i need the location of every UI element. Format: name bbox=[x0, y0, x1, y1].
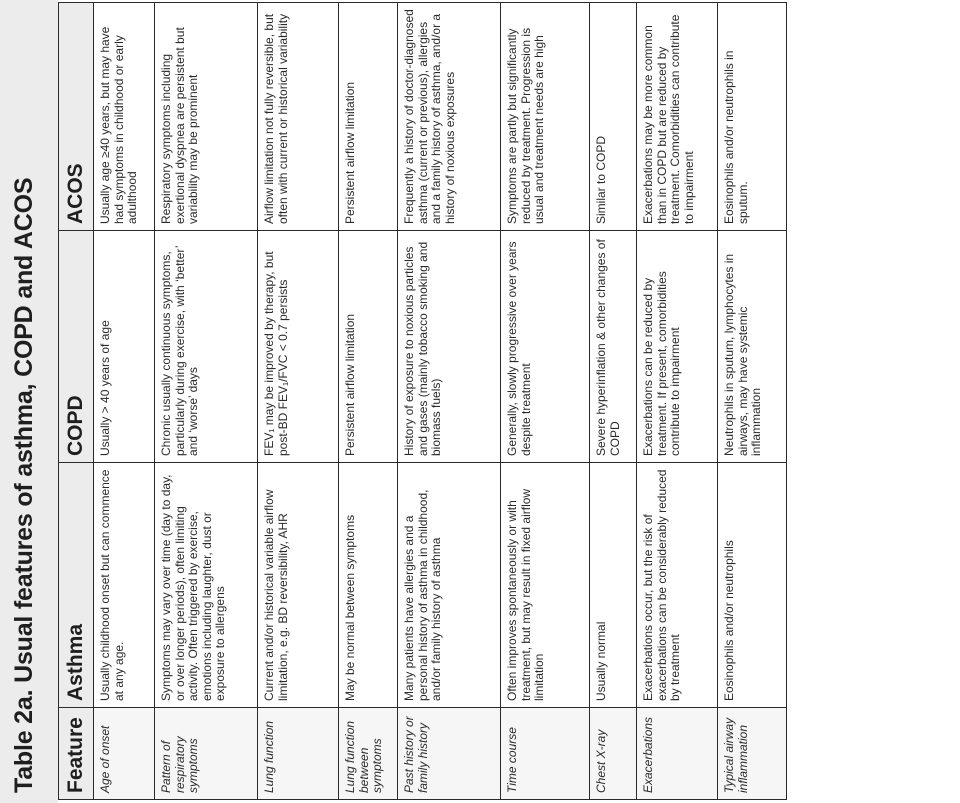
header-feature: Feature bbox=[59, 708, 94, 800]
asthma-cell: Exacerbations occur, but the risk of exacerbations can be considerably reduced by treatment bbox=[637, 463, 718, 708]
copd-cell: FEV₁ may be improved by therapy, but post-BD FEV₁/FVC < 0.7 persists bbox=[258, 231, 339, 463]
table-row bbox=[155, 3, 258, 800]
copd-cell: Severe hyperinflation & other changes of COPD bbox=[590, 231, 637, 463]
table-title: Table 2a. Usual features of asthma, COPD and ACOS bbox=[10, 177, 38, 793]
table-row bbox=[398, 3, 501, 800]
copd-cell: Generally, slowly progressive over years despite treatment bbox=[501, 231, 590, 463]
feature-cell: Age of onset bbox=[94, 708, 155, 800]
acos-cell: Similar to COPD bbox=[590, 3, 637, 231]
table-row bbox=[590, 3, 637, 800]
header-copd: COPD bbox=[59, 231, 94, 463]
asthma-cell: Eosinophils and/or neutrophils bbox=[718, 463, 787, 708]
copd-cell: History of exposure to noxious particles and gases (mainly tobacco smoking and biomass fuels) bbox=[398, 231, 501, 463]
title-band bbox=[0, 0, 58, 803]
acos-cell: Symptoms are partly but significantly reduced by treatment. Progression is usual and treatment needs are high bbox=[501, 3, 590, 231]
feature-cell: Exacerbations bbox=[637, 708, 718, 800]
table-row bbox=[637, 3, 718, 800]
feature-cell: Lung function bbox=[258, 708, 339, 800]
table-row bbox=[339, 3, 398, 800]
features-table bbox=[58, 2, 787, 800]
copd-cell: Usually > 40 years of age bbox=[94, 231, 155, 463]
asthma-cell: May be normal between symptoms bbox=[339, 463, 398, 708]
table-row bbox=[501, 3, 590, 800]
header-row bbox=[59, 3, 94, 800]
asthma-cell: Many patients have allergies and a personal history of asthma in childhood, and/or family history of asthma bbox=[398, 463, 501, 708]
acos-cell: Usually age ≥40 years, but may have had symptoms in childhood or early adulthood bbox=[94, 3, 155, 231]
acos-cell: Persistent airflow limitation bbox=[339, 3, 398, 231]
asthma-cell: Usually childhood onset but can commence at any age. bbox=[94, 463, 155, 708]
asthma-cell: Symptoms may vary over time (day to day, or over longer periods), often limiting activity. Often triggered by exercise, emotions including laughter, dust or exposure to allergens bbox=[155, 463, 258, 708]
copd-cell: Neutrophils in sputum, lymphocytes in airways, may have systemic inflammation bbox=[718, 231, 787, 463]
acos-cell: Eosinophils and/or neutrophils in sputum. bbox=[718, 3, 787, 231]
copd-cell: Chronic usually continuous symptoms, particularly during exercise, with ‘better’ and ‘worse’ days bbox=[155, 231, 258, 463]
feature-cell: Time course bbox=[501, 708, 590, 800]
asthma-cell: Often improves spontaneously or with treatment, but may result in fixed airflow limitation bbox=[501, 463, 590, 708]
acos-cell: Respiratory symptoms including exertional dyspnea are persistent but variability may be prominent bbox=[155, 3, 258, 231]
table-row bbox=[718, 3, 787, 800]
acos-cell: Airflow limitation not fully reversible, but often with current or historical variability bbox=[258, 3, 339, 231]
asthma-cell: Usually normal bbox=[590, 463, 637, 708]
feature-cell: Chest X-ray bbox=[590, 708, 637, 800]
feature-cell: Lung function between symptoms bbox=[339, 708, 398, 800]
feature-cell: Pattern of respiratory symptoms bbox=[155, 708, 258, 800]
header-asthma: Asthma bbox=[59, 463, 94, 708]
feature-cell: Typical airway inflammation bbox=[718, 708, 787, 800]
table-row bbox=[258, 3, 339, 800]
copd-cell: Persistent airflow limitation bbox=[339, 231, 398, 463]
acos-cell: Exacerbations may be more common than in COPD but are reduced by treatment. Comorbidities can contribute to impairment bbox=[637, 3, 718, 231]
header-acos: ACOS bbox=[59, 3, 94, 231]
feature-cell: Past history or family history bbox=[398, 708, 501, 800]
asthma-cell: Current and/or historical variable airflow limitation, e.g. BD reversibility, AHR bbox=[258, 463, 339, 708]
acos-cell: Frequently a history of doctor-diagnosed asthma (current or previous), allergies and a family history of asthma, and/or a history of noxious exposures bbox=[398, 3, 501, 231]
copd-cell: Exacerbations can be reduced by treatment. If present, comorbidities contribute to impairment bbox=[637, 231, 718, 463]
table-row bbox=[94, 3, 155, 800]
